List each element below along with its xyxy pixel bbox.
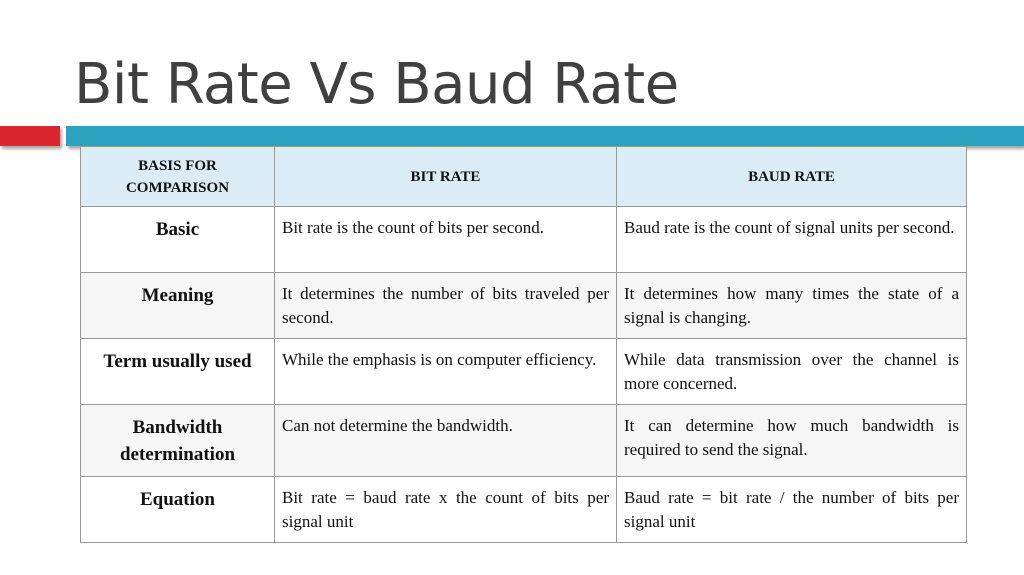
row-basis: Bandwidth determination xyxy=(81,405,275,477)
bit-rate-cell: Can not determine the bandwidth. xyxy=(275,405,617,477)
bit-rate-cell: Bit rate = baud rate x the count of bits per signal unit xyxy=(275,477,617,543)
comparison-table xyxy=(80,146,967,543)
bit-rate-cell: It determines the number of bits traveled per second. xyxy=(275,273,617,339)
baud-rate-cell: Baud rate is the count of signal units per second. xyxy=(617,207,967,273)
row-basis: Term usually used xyxy=(81,339,275,405)
baud-rate-cell: It can determine how much bandwidth is required to send the signal. xyxy=(617,405,967,477)
slide-title: Bit Rate Vs Baud Rate xyxy=(74,52,679,117)
bit-rate-cell: While the emphasis is on computer efficiency. xyxy=(275,339,617,405)
header-bit-rate: BIT RATE xyxy=(275,147,617,207)
header-basis: BASIS FOR COMPARISON xyxy=(81,147,275,207)
table-row xyxy=(81,273,967,339)
table-header-row xyxy=(81,147,967,207)
bit-rate-cell: Bit rate is the count of bits per second. xyxy=(275,207,617,273)
baud-rate-cell: It determines how many times the state of a signal is changing. xyxy=(617,273,967,339)
header-baud-rate: BAUD RATE xyxy=(617,147,967,207)
baud-rate-cell: While data transmission over the channel is more concerned. xyxy=(617,339,967,405)
table-row xyxy=(81,207,967,273)
table-row xyxy=(81,477,967,543)
table-row xyxy=(81,339,967,405)
table-row xyxy=(81,405,967,477)
row-basis: Basic xyxy=(81,207,275,273)
row-basis: Meaning xyxy=(81,273,275,339)
accent-bar-red xyxy=(0,126,60,146)
baud-rate-cell: Baud rate = bit rate / the number of bits per signal unit xyxy=(617,477,967,543)
accent-bar-blue xyxy=(66,126,1024,146)
row-basis: Equation xyxy=(81,477,275,543)
